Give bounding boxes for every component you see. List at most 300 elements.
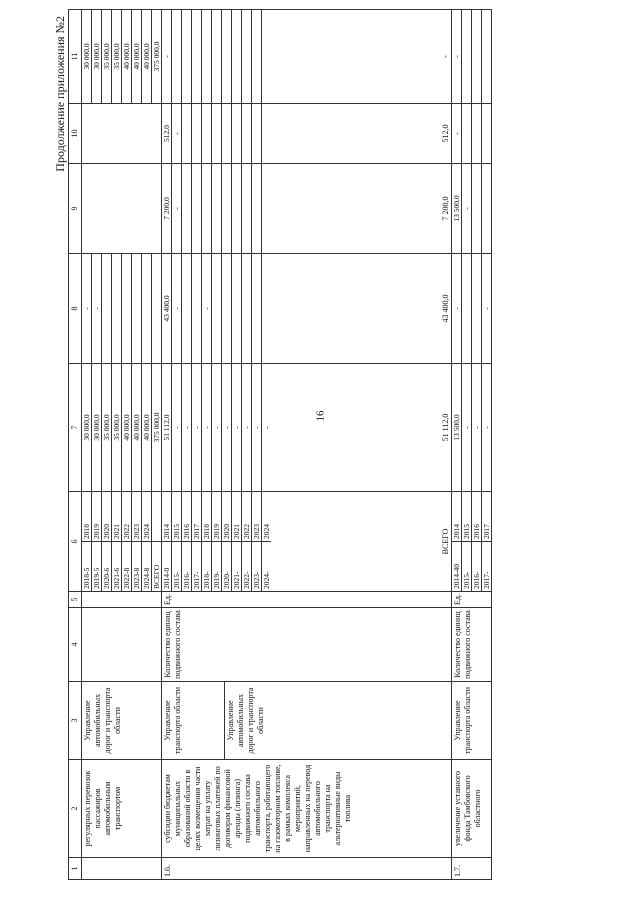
years-subtable [82, 492, 161, 591]
value-row [482, 10, 492, 103]
value-row [242, 10, 252, 103]
value-row [192, 10, 202, 103]
value-cell: 40 000,0 [132, 10, 142, 103]
value-row [182, 104, 192, 163]
year-row [132, 492, 142, 591]
value-row [92, 364, 102, 491]
rotated-page [52, 10, 632, 880]
value-row [222, 10, 232, 103]
value-cell: 35 000,0 [112, 10, 122, 103]
value-row [222, 364, 232, 491]
year: 2017 [192, 492, 202, 542]
table-row [162, 10, 452, 880]
value-cell: 40 000,0 [122, 364, 132, 491]
value-cell [182, 254, 192, 363]
col10-cell [452, 104, 492, 164]
col7-cell [82, 364, 162, 492]
year-row [82, 492, 92, 591]
value-cell: - [172, 164, 182, 253]
year: 2019 [92, 492, 102, 542]
indicator [82, 608, 162, 682]
year: 2021 [112, 492, 122, 542]
value-row [172, 254, 182, 363]
year: 2022 [242, 492, 252, 542]
value-row [472, 164, 482, 253]
year: 2016 [182, 492, 192, 542]
value-cell: - [462, 364, 472, 491]
year-code: 2020-6 [102, 542, 112, 592]
year-code: 2015- [172, 542, 182, 592]
header-cell: 1 [69, 858, 82, 880]
value-row [172, 10, 182, 103]
value-row [232, 10, 242, 103]
year-code: 2021-6 [112, 542, 122, 592]
executor: Управление транспорта области [452, 682, 492, 760]
value-cell: - [262, 426, 271, 429]
value-cell: 7 200,0 [162, 164, 172, 253]
executor: Управление транспорта области [162, 682, 225, 759]
value-row [452, 10, 462, 103]
col11-cell [452, 10, 492, 104]
value-cell [262, 104, 272, 163]
value-cell: 30 000,0 [92, 364, 102, 491]
value-cell: 40 000,0 [122, 10, 132, 103]
header-cell: 10 [69, 104, 82, 164]
value-cell [192, 104, 202, 163]
value-row [452, 104, 462, 163]
value-cell [222, 104, 232, 163]
year: 2018 [82, 492, 92, 542]
value-cell [212, 10, 222, 103]
year-row [102, 492, 112, 591]
total-value: 51 112,0 [441, 413, 450, 442]
year-code: 2016- [472, 542, 482, 592]
table-caption: Продолжение приложения №2 [53, 16, 67, 172]
table-row [452, 10, 492, 880]
year-code: 2014-40 [452, 542, 462, 592]
value-cell: - [222, 364, 232, 491]
executor-cell [162, 682, 452, 760]
value-row [102, 10, 112, 103]
value-cell: - [472, 364, 482, 491]
value-cell: 35 000,0 [102, 10, 112, 103]
value-row [192, 104, 202, 163]
value-row [142, 10, 152, 103]
col8-cell [162, 254, 452, 364]
value-cell: - [212, 364, 222, 491]
value-cell [232, 254, 242, 363]
value-row [82, 364, 92, 491]
year-code: 2014-0 [162, 542, 172, 592]
year: 2019 [212, 492, 222, 542]
year: 2020 [222, 492, 232, 542]
value-cell: 30 000,0 [82, 364, 92, 491]
value-cell [232, 164, 242, 253]
unit [82, 592, 162, 608]
value-cell [182, 164, 192, 253]
year-code: 2019- [212, 542, 222, 592]
years-subtable [452, 492, 491, 591]
values-subtable [162, 10, 271, 103]
value-row [82, 254, 92, 363]
col11-cell [162, 10, 452, 104]
header-cell: 8 [69, 254, 82, 364]
value-cell [232, 10, 242, 103]
activity-name: регулярных перевозок пассажиров автомобильным транспортом [82, 760, 162, 858]
year-row [122, 492, 132, 591]
value-row [152, 10, 162, 103]
value-cell: - [482, 307, 491, 310]
value-cell [472, 254, 482, 363]
year-code: 2023- [252, 542, 262, 592]
header-row [69, 10, 82, 880]
value-row [232, 364, 242, 491]
value-cell [212, 164, 222, 253]
value-row [262, 364, 272, 491]
value-cell: 30 000,0 [92, 10, 102, 103]
year-code: 2020- [222, 542, 232, 592]
value-row [452, 254, 462, 363]
year-code: 2018- [202, 542, 212, 592]
value-row [192, 254, 202, 363]
value-row [212, 10, 222, 103]
years-cell [162, 492, 452, 592]
col8-cell [82, 254, 162, 364]
value-cell [192, 164, 202, 253]
value-cell: 51 112,0 [162, 364, 172, 491]
value-cell: - [82, 254, 92, 363]
value-row [262, 10, 272, 103]
year: 2023 [132, 492, 142, 542]
table-row [82, 10, 162, 880]
year: 2014 [162, 492, 172, 542]
value-cell: - [172, 104, 182, 163]
value-cell [182, 104, 192, 163]
value-cell [192, 254, 202, 363]
row-number: 1.7. [452, 858, 492, 880]
value-row [212, 364, 222, 491]
year-row [172, 492, 182, 591]
value-cell: 35 000,0 [102, 364, 112, 491]
value-row [232, 104, 242, 163]
value-row [222, 254, 232, 363]
value-cell [212, 104, 222, 163]
value-row [142, 254, 152, 363]
col9-cell [162, 164, 452, 254]
value-row [242, 254, 252, 363]
value-row [132, 10, 142, 103]
value-cell: - [252, 364, 262, 491]
value-row [202, 164, 212, 253]
value-row [82, 10, 92, 103]
year: 2018 [202, 492, 212, 542]
value-cell: - [462, 164, 472, 253]
value-cell [472, 10, 482, 103]
value-row [122, 10, 132, 103]
value-cell: - [482, 426, 491, 429]
value-cell: - [242, 364, 252, 491]
col8-cell [452, 254, 492, 364]
value-cell: 375 000,0 [152, 41, 161, 72]
year-code: 2022-8 [122, 542, 132, 592]
value-row [162, 364, 172, 491]
col11-cell [82, 10, 162, 104]
year: 2015 [172, 492, 182, 542]
col9-cell [452, 164, 492, 254]
value-row [112, 254, 122, 363]
activity-name: увеличение уставного фонда Тамбовского областного [452, 760, 492, 858]
year-row [482, 492, 492, 591]
value-row [462, 254, 472, 363]
value-cell [202, 104, 212, 163]
value-row [252, 364, 262, 491]
activity-name: субсидии бюджетам муниципальных образований области в целях возмещения части затрат на уплату лизинговых платежей по договорам финансовой аренды (лизинга) подвижного состава автомобильного транспорта, работающего на газомоторном топливе, в рамках комплекса мероприятий, направленных на перевод автомобильного транспорта на альтернативные виды топлива [162, 760, 452, 858]
year-code: ВСЕГО [152, 542, 162, 592]
value-row [152, 364, 162, 491]
value-cell: - [172, 254, 182, 363]
header-cell: 5 [69, 592, 82, 608]
value-cell: - [452, 10, 462, 103]
value-row [212, 164, 222, 253]
value-cell: 40 000,0 [132, 364, 142, 491]
value-cell [112, 254, 122, 363]
value-row [232, 164, 242, 253]
value-row [452, 164, 462, 253]
header-cell: 11 [69, 10, 82, 104]
value-cell [472, 104, 482, 163]
total-label: ВСЕГО [441, 528, 450, 555]
value-row [162, 10, 172, 103]
value-cell [142, 254, 152, 363]
indicator: Количество единиц подвижного состава [452, 608, 492, 682]
value-row [212, 254, 222, 363]
values-subtable [82, 254, 161, 363]
value-cell [482, 104, 492, 163]
value-row [482, 254, 492, 363]
col9-cell [82, 164, 162, 254]
values-subtable [162, 364, 271, 491]
unit: Ед. [162, 592, 452, 608]
year-code: 2022- [242, 542, 252, 592]
value-cell: 43 400,0 [162, 254, 172, 363]
value-row [202, 104, 212, 163]
year-code: 2015- [462, 542, 472, 592]
value-row [212, 104, 222, 163]
value-row [102, 254, 112, 363]
year-row [152, 492, 162, 591]
value-row [182, 364, 192, 491]
value-cell [462, 10, 472, 103]
header-cell: 2 [69, 760, 82, 858]
value-row [182, 164, 192, 253]
value-row [242, 164, 252, 253]
value-row [252, 254, 262, 363]
years-cell [452, 492, 492, 592]
value-cell: - [172, 364, 182, 491]
executor: Управление автомобильных дорог и транспорта области [226, 687, 265, 754]
value-cell [262, 10, 272, 103]
value-row [242, 364, 252, 491]
year-row [192, 492, 202, 591]
value-cell [202, 10, 212, 103]
value-row [182, 254, 192, 363]
value-row [252, 10, 262, 103]
total-value: 43 400,0 [441, 294, 450, 323]
header-cell: 6 [69, 492, 82, 592]
year-row [92, 492, 102, 591]
value-row [172, 164, 182, 253]
value-row [232, 254, 242, 363]
value-row [172, 364, 182, 491]
value-row [472, 254, 482, 363]
value-cell [222, 254, 232, 363]
value-row [162, 164, 172, 253]
year-row [112, 492, 122, 591]
value-cell [122, 254, 132, 363]
year-row [262, 492, 272, 591]
value-row [252, 104, 262, 163]
value-cell [242, 10, 252, 103]
value-cell [462, 254, 472, 363]
value-cell [262, 164, 272, 253]
value-cell [102, 254, 112, 363]
value-cell: - [162, 10, 172, 103]
program-table [68, 9, 492, 880]
year-row [242, 492, 252, 591]
year: 2024 [142, 492, 152, 542]
values-subtable [452, 364, 491, 491]
value-row [452, 364, 462, 491]
value-cell: 40 000,0 [142, 10, 152, 103]
unit: Ед. [452, 592, 492, 608]
year-code: 2017- [192, 542, 202, 592]
value-row [132, 364, 142, 491]
value-row [192, 364, 202, 491]
year: 2016 [472, 492, 482, 542]
header-cell: 9 [69, 164, 82, 254]
value-row [182, 10, 192, 103]
value-row [92, 10, 102, 103]
year-row [462, 492, 472, 591]
value-row [202, 254, 212, 363]
value-cell [242, 254, 252, 363]
header-cell: 7 [69, 364, 82, 492]
value-row [472, 364, 482, 491]
value-row [242, 104, 252, 163]
values-subtable [452, 254, 491, 363]
year-row [222, 492, 232, 591]
value-cell [242, 164, 252, 253]
value-cell: - [202, 254, 212, 363]
value-cell [262, 254, 272, 363]
value-cell [232, 104, 242, 163]
value-row [102, 364, 112, 491]
total-value: - [441, 55, 450, 58]
value-cell: 13 500,0 [452, 164, 462, 253]
years-subtable [162, 492, 271, 591]
year [152, 492, 162, 542]
value-cell: - [452, 254, 462, 363]
value-cell: 30 000,0 [82, 10, 92, 103]
value-row [472, 104, 482, 163]
value-row [162, 104, 172, 163]
value-cell: - [232, 364, 242, 491]
value-cell [252, 254, 262, 363]
value-row [462, 104, 472, 163]
year-code: 2021- [232, 542, 242, 592]
values-subtable [452, 10, 491, 103]
col10-cell [162, 104, 452, 164]
col7-cell [162, 364, 452, 492]
total-value: 7 200,0 [441, 196, 450, 221]
value-cell [482, 164, 492, 253]
value-cell [222, 10, 232, 103]
value-cell: 375 000,0 [152, 412, 161, 443]
header-cell: 3 [69, 682, 82, 760]
value-row [222, 104, 232, 163]
value-row [142, 364, 152, 491]
values-subtable [452, 104, 491, 163]
value-cell [202, 164, 212, 253]
row-number: 1.6. [162, 858, 452, 880]
value-row [122, 364, 132, 491]
value-cell [132, 254, 142, 363]
year: 2020 [102, 492, 112, 542]
value-cell [222, 164, 232, 253]
row-number [82, 858, 162, 880]
value-cell [252, 164, 262, 253]
year-code: 2016- [182, 542, 192, 592]
value-row [262, 104, 272, 163]
total-value: 512,0 [441, 124, 450, 143]
value-cell: 512,0 [162, 104, 172, 163]
value-row [482, 104, 492, 163]
value-cell [462, 104, 472, 163]
values-subtable [452, 164, 491, 253]
value-row [462, 10, 472, 103]
value-row [222, 164, 232, 253]
value-row [172, 104, 182, 163]
year-code: 2018-5 [82, 542, 92, 592]
value-row [202, 364, 212, 491]
value-cell: - [182, 364, 192, 491]
value-row [122, 254, 132, 363]
year-code: 2017- [482, 542, 492, 592]
value-cell [192, 10, 202, 103]
value-row [152, 254, 162, 363]
value-row [482, 364, 492, 491]
value-cell [152, 254, 162, 363]
year: 2023 [252, 492, 262, 542]
value-cell: 13 500,0 [452, 364, 462, 491]
years-cell [82, 492, 162, 592]
value-cell [242, 104, 252, 163]
executor: Управление автомобильных дорог и транспорта области [82, 682, 162, 760]
year-row [162, 492, 172, 591]
year-code: 2024- [262, 542, 272, 592]
value-cell: 40 000,0 [142, 364, 152, 491]
value-row [462, 164, 472, 253]
value-row [132, 254, 142, 363]
year-row [452, 492, 462, 591]
year-row [472, 492, 482, 591]
value-row [472, 10, 482, 103]
values-subtable [82, 10, 161, 103]
year-row [202, 492, 212, 591]
year-code: 2019-5 [92, 542, 102, 592]
values-subtable [162, 104, 271, 163]
value-cell [252, 10, 262, 103]
